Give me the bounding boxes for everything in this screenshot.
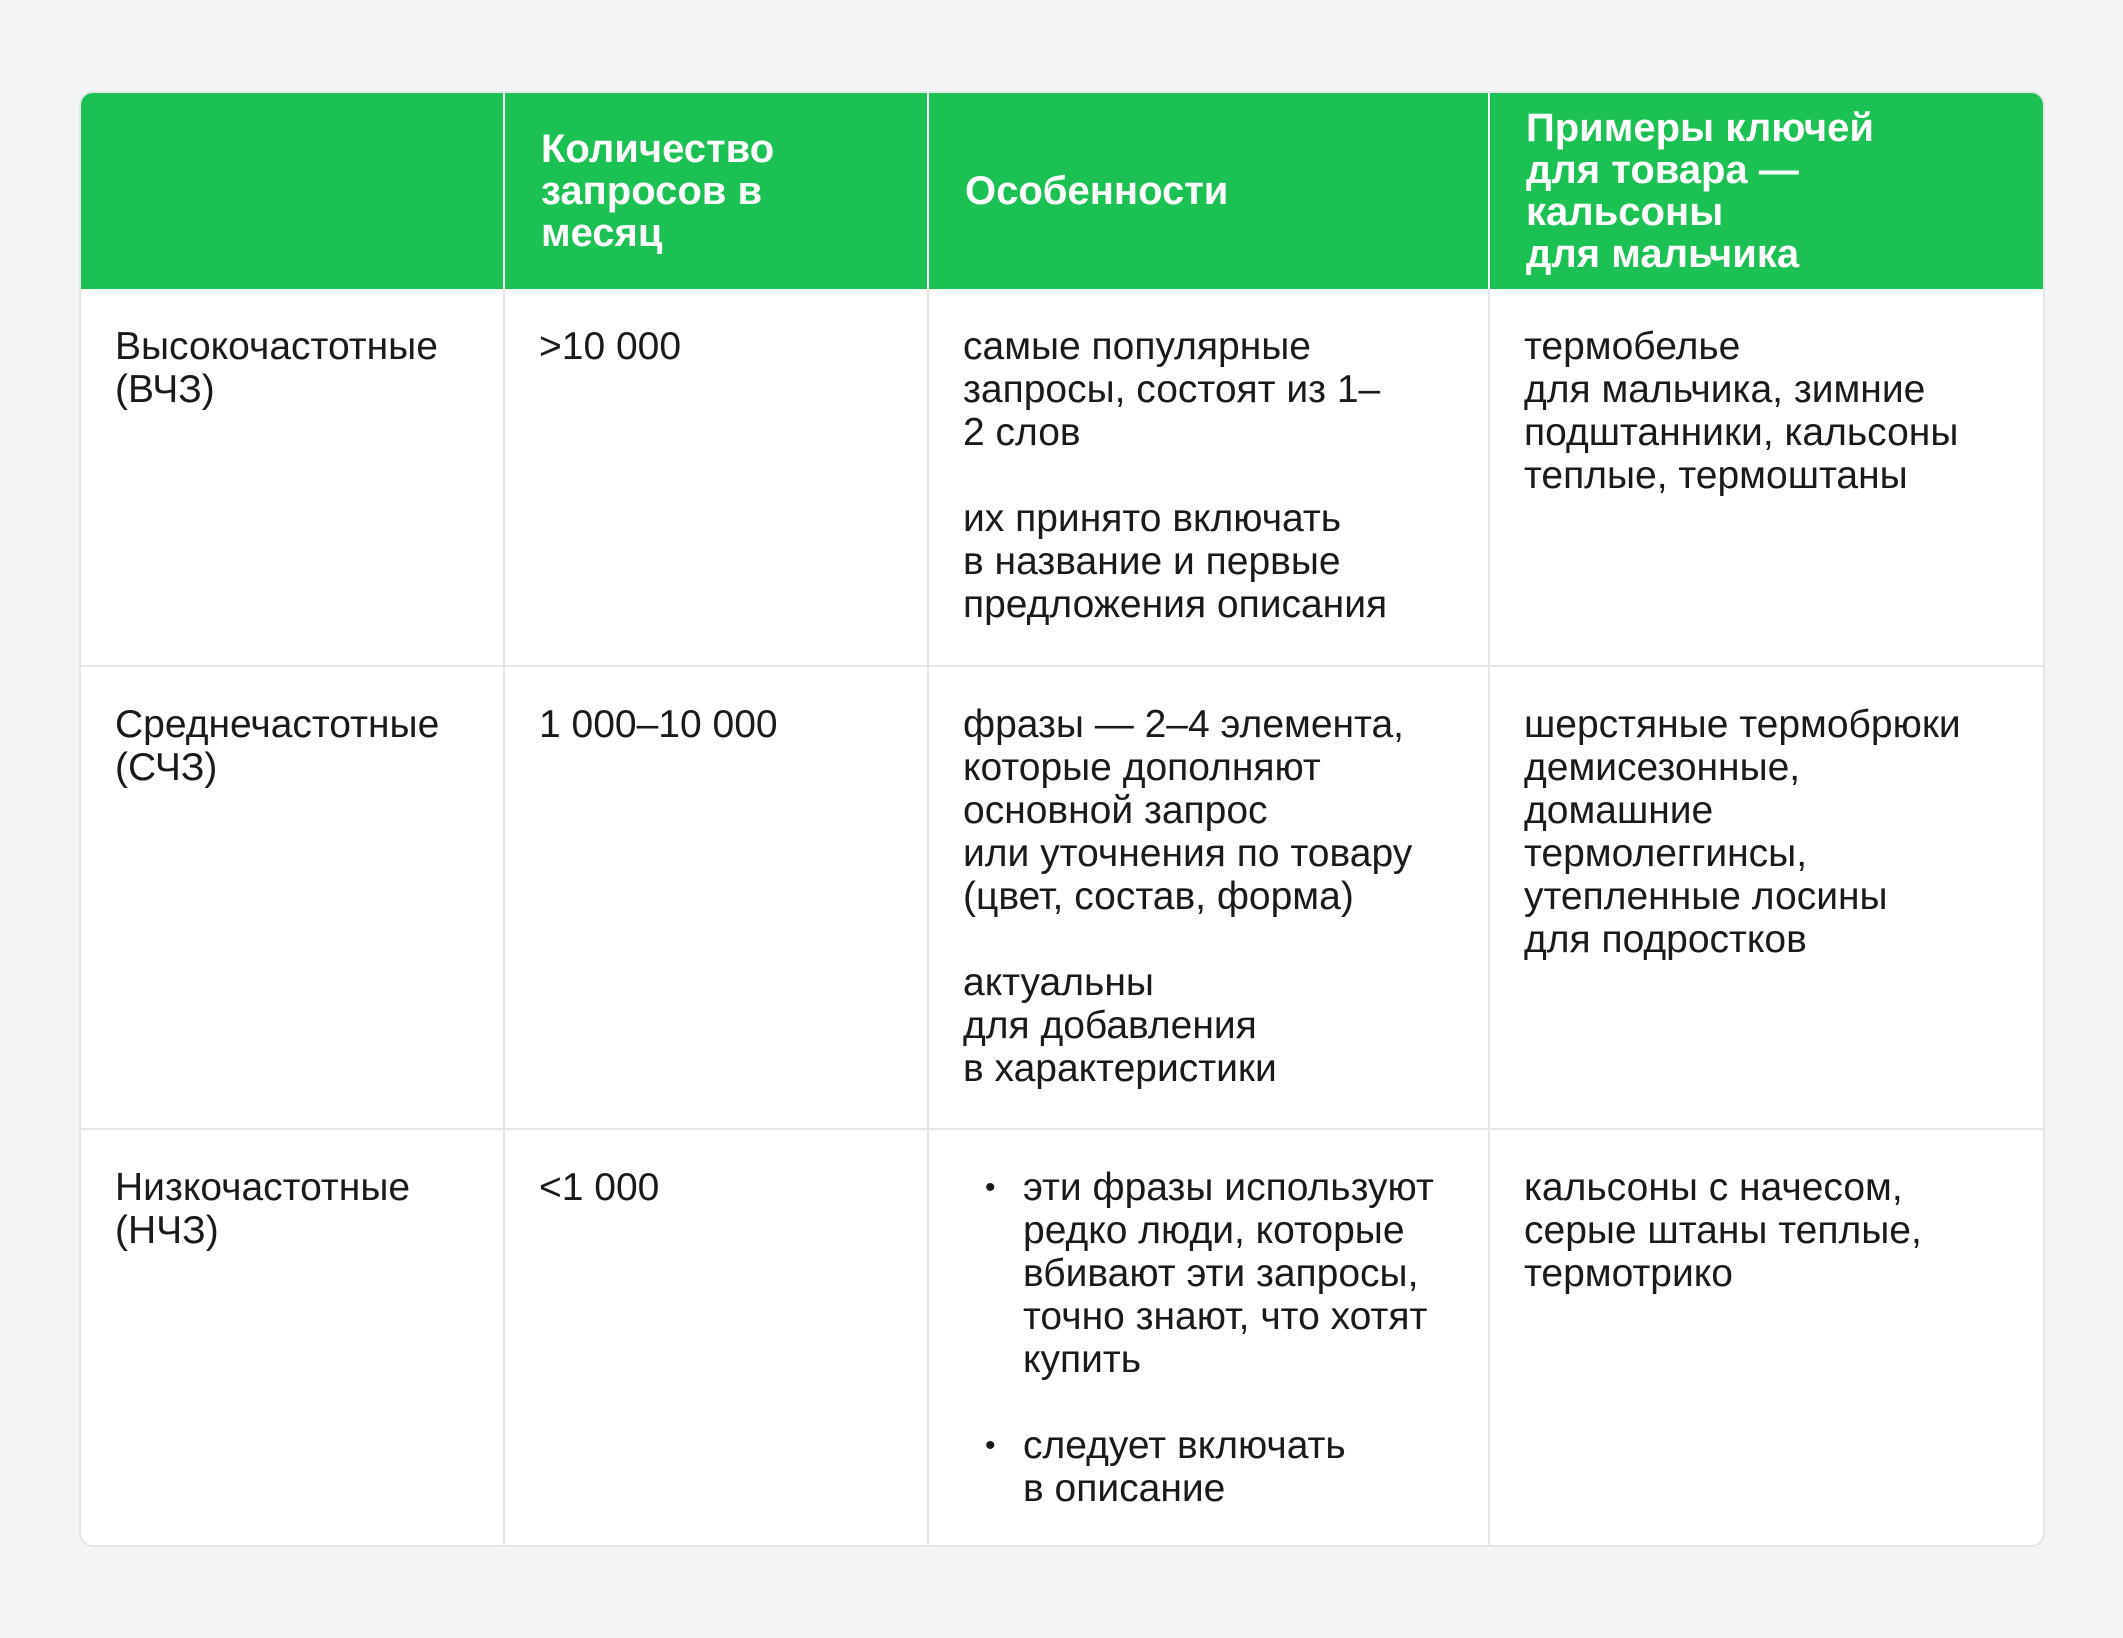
feature-paragraph: актуальны для добавления в характеристики [963,961,1277,1090]
cell-examples: шерстяные термобрюки демисезонные, домашние термолеггинсы, утепленные лосины для подростков [1489,666,2043,1129]
list-item: • следует включать в описание [985,1424,1346,1510]
list-item: • эти фразы используют редко люди, которые вбивают эти запросы, точно знают, что хотят купить [985,1166,1434,1381]
cell-count: <1 000 [504,1129,928,1545]
feature-paragraph: их принято включать в название и первые предложения описания [963,497,1388,626]
cell-type: Высокочастотные (ВЧЗ) [81,289,504,666]
bullet-icon: • [985,1429,996,1462]
header-cell-features: Особенности [928,93,1489,289]
cell-count: >10 000 [504,289,928,666]
cell-features [928,289,1489,666]
header-row [81,93,2043,289]
header-cell-count: Количество запросов в месяц [504,93,928,289]
keyword-frequency-table [79,91,2045,1547]
table-row-high-frequency [81,289,2043,666]
header-cell-type [81,93,504,289]
feature-bullet-list [963,1166,1452,1510]
feature-paragraph: самые популярные запросы, состоят из 1– 2 слов [963,325,1381,454]
bullet-icon: • [985,1171,996,1204]
table-row-mid-frequency [81,666,2043,1129]
feature-paragraph: фразы — 2–4 элемента, которые дополняют основной запрос или уточнения по товару (цвет, состав, форма) [963,703,1413,918]
cell-features [928,1129,1489,1545]
cell-examples: термобелье для мальчика, зимние подштанники, кальсоны теплые, термоштаны [1524,325,1959,497]
cell-examples: кальсоны с начесом, серые штаны теплые, термотрико [1489,1129,2043,1545]
table-row-low-frequency [81,1129,2043,1545]
header-cell-examples: Примеры ключей для товара — кальсоны для мальчика [1489,93,2043,289]
cell-count: 1 000–10 000 [504,666,928,1129]
cell-features [928,666,1489,1129]
cell-type: Среднечастотные (СЧЗ) [81,666,504,1129]
cell-type: Низкочастотные (НЧЗ) [81,1129,504,1545]
